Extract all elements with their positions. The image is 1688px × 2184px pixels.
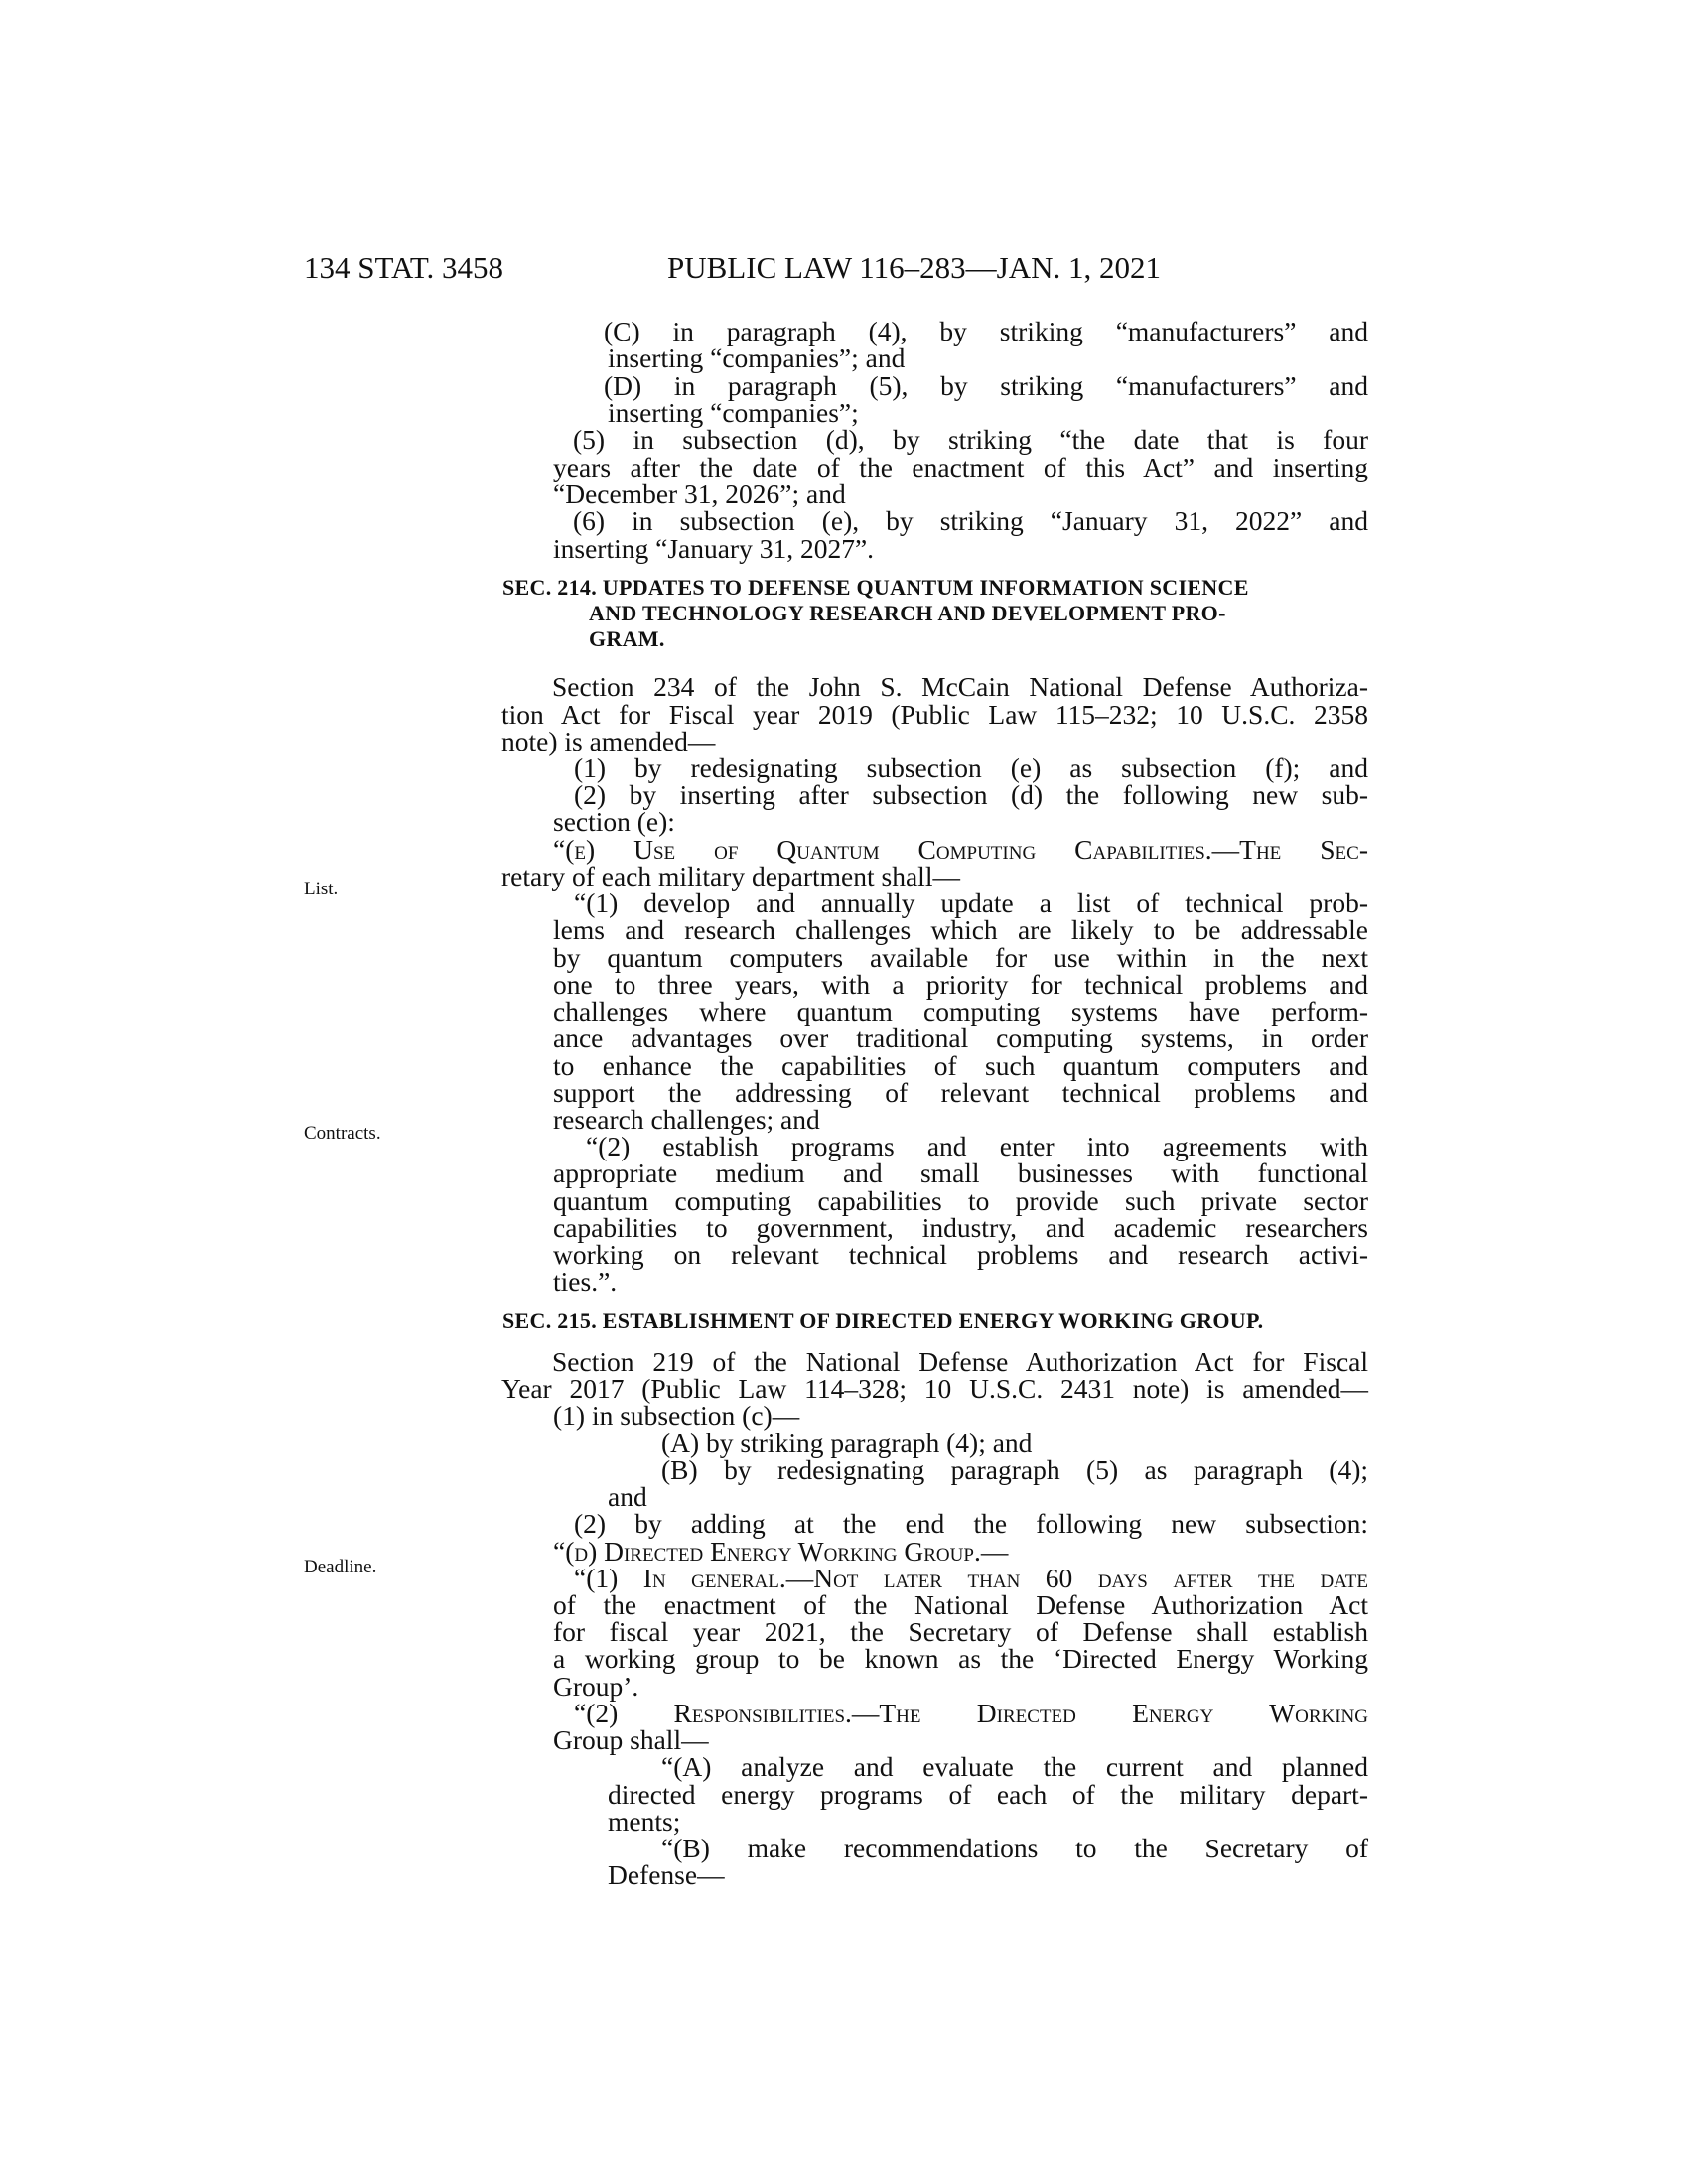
margin-note-list: List. [304, 879, 339, 899]
text-line: Defense— [608, 1859, 725, 1890]
text-line: Year 2017 (Public Law 114–328; 10 U.S.C. 2431 note) is amended— [501, 1373, 1368, 1404]
text-line: Section 234 of the John S. McCain National Defense Authoriza- [552, 671, 1368, 702]
text-line: of the enactment of the National Defense Authorization Act [553, 1589, 1368, 1620]
text-line: support the addressing of relevant technical problems and [553, 1077, 1368, 1108]
statute-page-number: 134 STAT. 3458 [304, 250, 504, 285]
text-line: directed energy programs of each of the military depart- [608, 1779, 1368, 1810]
margin-note-contracts: Contracts. [304, 1123, 381, 1144]
margin-note-deadline: Deadline. [304, 1557, 377, 1577]
text-line: and [608, 1481, 647, 1512]
text-line: section (e): [553, 806, 675, 837]
section-heading-215: SEC. 215. ESTABLISHMENT OF DIRECTED ENERGY WORKING GROUP. [502, 1308, 1264, 1333]
text-line: tion Act for Fiscal year 2019 (Public Law 115–232; 10 U.S.C. 2358 [501, 699, 1368, 730]
text-line: (A) by striking paragraph (4); and [661, 1428, 1033, 1458]
text-line: “(A) analyze and evaluate the current and planned [661, 1751, 1368, 1782]
text-line: retary of each military department shall— [501, 861, 960, 891]
text-line: quantum computing capabilities to provide such private sector [553, 1185, 1368, 1216]
text-line: ments; [608, 1806, 681, 1837]
section-heading-214-cont: AND TECHNOLOGY RESEARCH AND DEVELOPMENT PRO- [589, 601, 1226, 625]
text-line: “(1) In general.—Not later than 60 days after the date [574, 1563, 1368, 1593]
text-line: research challenges; and [553, 1104, 820, 1135]
text-line: (6) in subsection (e), by striking “January 31, 2022” and [573, 505, 1368, 536]
text-line: (1) in subsection (c)— [553, 1400, 800, 1431]
text-line: “(2) Responsibilities.—The Directed Energy Working [574, 1698, 1368, 1728]
text-line: for fiscal year 2021, the Secretary of Defense shall establish [553, 1616, 1368, 1647]
page-header [304, 248, 1374, 288]
text-line: “(e) Use of Quantum Computing Capabilities.—The Sec- [553, 834, 1368, 865]
text-line: one to three years, with a priority for technical problems and [553, 969, 1368, 1000]
text-line: “(2) establish programs and enter into agreements with [586, 1131, 1368, 1161]
text-line: a working group to be known as the ‘Directed Energy Working [553, 1643, 1368, 1674]
text-line: note) is amended— [501, 726, 716, 756]
text-line: Group shall— [553, 1724, 709, 1755]
text-line: ance advantages over traditional computing systems, in order [553, 1023, 1368, 1053]
text-line: “December 31, 2026”; and [553, 478, 846, 509]
text-line: capabilities to government, industry, and academic researchers [553, 1212, 1368, 1243]
text-line: (D) in paragraph (5), by striking “manufacturers” and [604, 370, 1368, 401]
text-line: inserting “January 31, 2027”. [553, 533, 875, 564]
text-line: (B) by redesignating paragraph (5) as paragraph (4); [661, 1454, 1368, 1485]
text-line: “(B) make recommendations to the Secretary of [661, 1833, 1368, 1863]
text-line: lems and research challenges which are likely to be addressable [553, 914, 1368, 945]
text-line: inserting “companies”; and [608, 342, 906, 373]
text-line: (2) by inserting after subsection (d) the following new sub- [574, 779, 1368, 810]
public-law-citation: PUBLIC LAW 116–283—JAN. 1, 2021 [667, 250, 1161, 285]
text-line: appropriate medium and small businesses with functional [553, 1158, 1368, 1188]
text-line: “(1) develop and annually update a list of technical prob- [574, 887, 1368, 918]
section-heading-214: SEC. 214. UPDATES TO DEFENSE QUANTUM INFORMATION SCIENCE [502, 575, 1249, 600]
text-line: (1) by redesignating subsection (e) as subsection (f); and [574, 752, 1368, 783]
text-line: ties.”. [553, 1266, 618, 1297]
text-line: by quantum computers available for use within in the next [553, 942, 1368, 973]
section-heading-214-cont: GRAM. [589, 626, 665, 651]
text-line: inserting “companies”; [608, 397, 859, 428]
text-line: (C) in paragraph (4), by striking “manufacturers” and [604, 316, 1368, 346]
text-line: challenges where quantum computing systems have perform- [553, 996, 1368, 1026]
text-line: Section 219 of the National Defense Authorization Act for Fiscal [552, 1346, 1368, 1377]
text-line: years after the date of the enactment of this Act” and inserting [553, 452, 1368, 482]
text-line: (2) by adding at the end the following new subsection: [574, 1508, 1368, 1539]
text-line: to enhance the capabilities of such quantum computers and [553, 1050, 1368, 1081]
text-line: Group’. [553, 1671, 639, 1702]
text-line: “(d) Directed Energy Working Group.— [553, 1536, 1009, 1567]
text-line: (5) in subsection (d), by striking “the date that is four [573, 424, 1368, 455]
text-line: working on relevant technical problems and research activi- [553, 1239, 1368, 1270]
